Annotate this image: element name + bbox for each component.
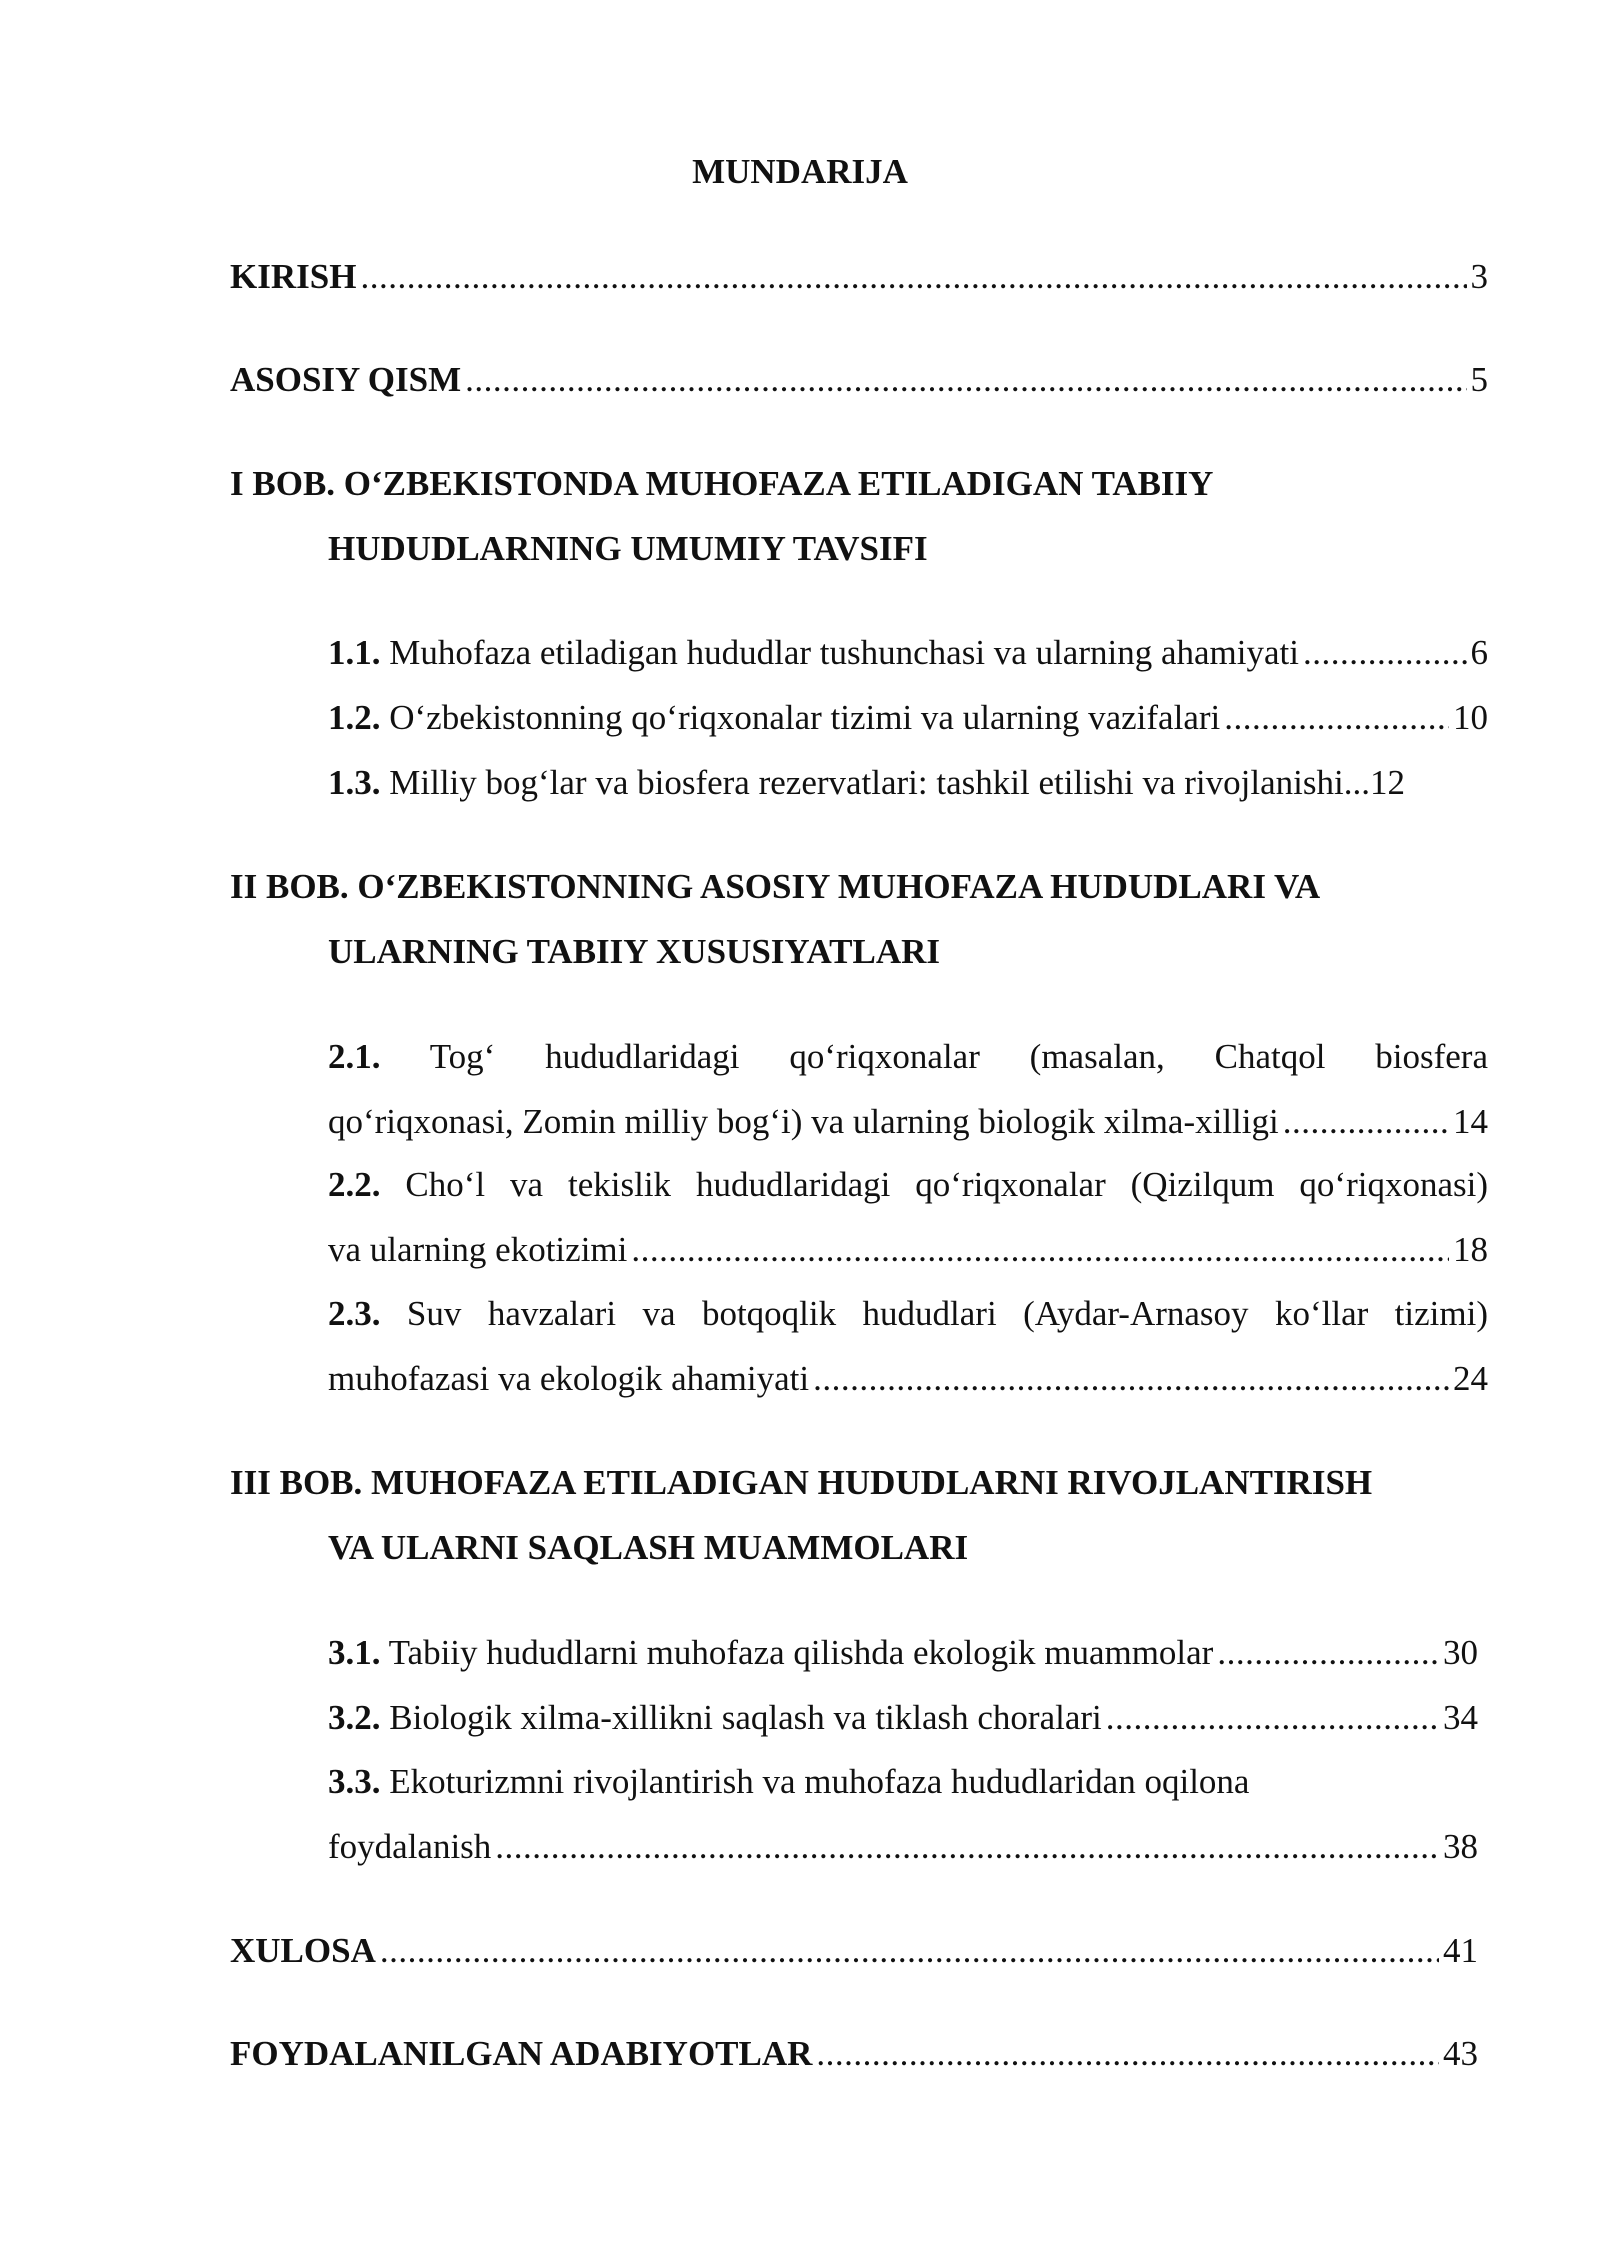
section-number: 3.3. (328, 1762, 381, 1801)
toc-entry-2-1-line-2 (328, 1100, 1488, 1144)
toc-page-number: 5 (1470, 360, 1488, 399)
toc-entry-1-3 (328, 761, 1405, 805)
section-title: Biologik xilma-xillikni saqlash va tiklash choralari (380, 1698, 1102, 1737)
toc-entry-3-3-line-2 (328, 1825, 1478, 1869)
toc-label (328, 631, 1299, 675)
section-title: Suv havzalari va botqoqlik hududlari (Aydar-Arnasoy ko‘llar tizimi) (380, 1294, 1488, 1333)
section-number: 2.3. (328, 1294, 381, 1333)
toc-entry-asosiy-qism (230, 358, 1488, 402)
leader-dots (631, 1228, 1449, 1272)
toc-label: KIRISH (230, 257, 357, 296)
toc-entry-3-3-line-1 (328, 1760, 1249, 1804)
toc-entry-1-1 (328, 631, 1488, 675)
toc-label (328, 696, 1220, 740)
toc-entry-3-2 (328, 1696, 1478, 1740)
toc-entry-2-2-line-2 (328, 1228, 1488, 1272)
leader-dots (495, 1825, 1439, 1869)
toc-entry-2-3-line-2 (328, 1357, 1488, 1401)
chapter-1-heading-line-2: HUDUDLARNING UMUMIY TAVSIFI (328, 529, 928, 568)
section-number: 3.1. (328, 1633, 381, 1672)
section-number: 3.2. (328, 1698, 381, 1737)
toc-label (328, 1631, 1213, 1675)
leader-dots (813, 1357, 1449, 1401)
toc-label: foydalanish (328, 1827, 492, 1866)
toc-page-number: 38 (1443, 1827, 1478, 1866)
page-title: MUNDARIJA (692, 152, 908, 191)
toc-label: muhofazasi va ekologik ahamiyati (328, 1359, 810, 1398)
toc-entry-kirish (230, 255, 1488, 299)
chapter-3-heading-line-1: III BOB. MUHOFAZA ETILADIGAN HUDUDLARNI RIVOJLANTIRISH (230, 1463, 1373, 1502)
leader-dots (1303, 631, 1467, 675)
leader-dots (1283, 1100, 1449, 1144)
chapter-2-heading-line-2: ULARNING TABIIY XUSUSIYATLARI (328, 932, 941, 971)
toc-page-number: 43 (1443, 2034, 1478, 2073)
section-title: Muhofaza etiladigan hududlar tushunchasi va ularning ahamiyati (380, 633, 1299, 672)
toc-label: FOYDALANILGAN ADABIYOTLAR (230, 2034, 813, 2073)
toc-page-number: 18 (1453, 1230, 1488, 1269)
toc-page-number: 14 (1453, 1102, 1488, 1141)
toc-label: ASOSIY QISM (230, 360, 462, 399)
chapter-3-heading-line-2: VA ULARNI SAQLASH MUAMMOLARI (328, 1528, 969, 1567)
section-title: Tog‘ hududlaridagi qo‘riqxonalar (masalan, Chatqol biosfera (380, 1037, 1488, 1076)
chapter-1-heading-line-1: I BOB. O‘ZBEKISTONDA MUHOFAZA ETILADIGAN TABIIY (230, 464, 1214, 503)
section-title: O‘zbekistonning qo‘riqxonalar tizimi va ularning vazifalari (380, 698, 1221, 737)
toc-page-number: 10 (1453, 698, 1488, 737)
toc-entry-2-2-line-1 (328, 1163, 1488, 1207)
section-title: Cho‘l va tekislik hududlaridagi qo‘riqxonalar (Qizilqum qo‘riqxonasi) (380, 1165, 1488, 1204)
toc-page-number: 24 (1453, 1359, 1488, 1398)
toc-entry-2-3-line-1 (328, 1292, 1488, 1336)
leader-dots (1217, 1631, 1439, 1675)
leader-dots (380, 1929, 1439, 1973)
leader-dots (360, 255, 1466, 299)
toc-page-number: 34 (1443, 1698, 1478, 1737)
section-title: Ekoturizmni rivojlantirish va muhofaza hududlaridan oqilona (380, 1762, 1250, 1801)
section-number: 2.2. (328, 1165, 381, 1204)
leader-dots (816, 2032, 1439, 2076)
toc-entry-adabiyotlar (230, 2032, 1478, 2076)
section-title: Tabiiy hududlarni muhofaza qilishda ekologik muammolar (380, 1633, 1214, 1672)
leader-dots (1224, 696, 1449, 740)
toc-label: va ularning ekotizimi (328, 1230, 628, 1269)
chapter-2-heading-line-1: II BOB. O‘ZBEKISTONNING ASOSIY MUHOFAZA HUDUDLARI VA (230, 867, 1321, 906)
toc-page-number: 30 (1443, 1633, 1478, 1672)
toc-entry-2-1-line-1 (328, 1035, 1488, 1079)
toc-label (328, 1696, 1102, 1740)
section-number: 1.3. (328, 763, 381, 802)
toc-label: XULOSA (230, 1931, 376, 1970)
leader-dots (1106, 1696, 1439, 1740)
section-title: Milliy bog‘lar va biosfera rezervatlari: tashkil etilishi va rivojlanishi...12 (380, 763, 1405, 802)
toc-page-number: 41 (1443, 1931, 1478, 1970)
toc-label: qo‘riqxonasi, Zomin milliy bog‘i) va ularning biologik xilma-xilligi (328, 1102, 1279, 1141)
section-number: 1.1. (328, 633, 381, 672)
toc-page-number: 6 (1470, 633, 1488, 672)
toc-entry-xulosa (230, 1929, 1478, 1973)
leader-dots (465, 358, 1466, 402)
section-number: 1.2. (328, 698, 381, 737)
toc-entry-1-2 (328, 696, 1488, 740)
toc-entry-3-1 (328, 1631, 1478, 1675)
toc-page-number: 3 (1470, 257, 1488, 296)
section-number: 2.1. (328, 1037, 381, 1076)
